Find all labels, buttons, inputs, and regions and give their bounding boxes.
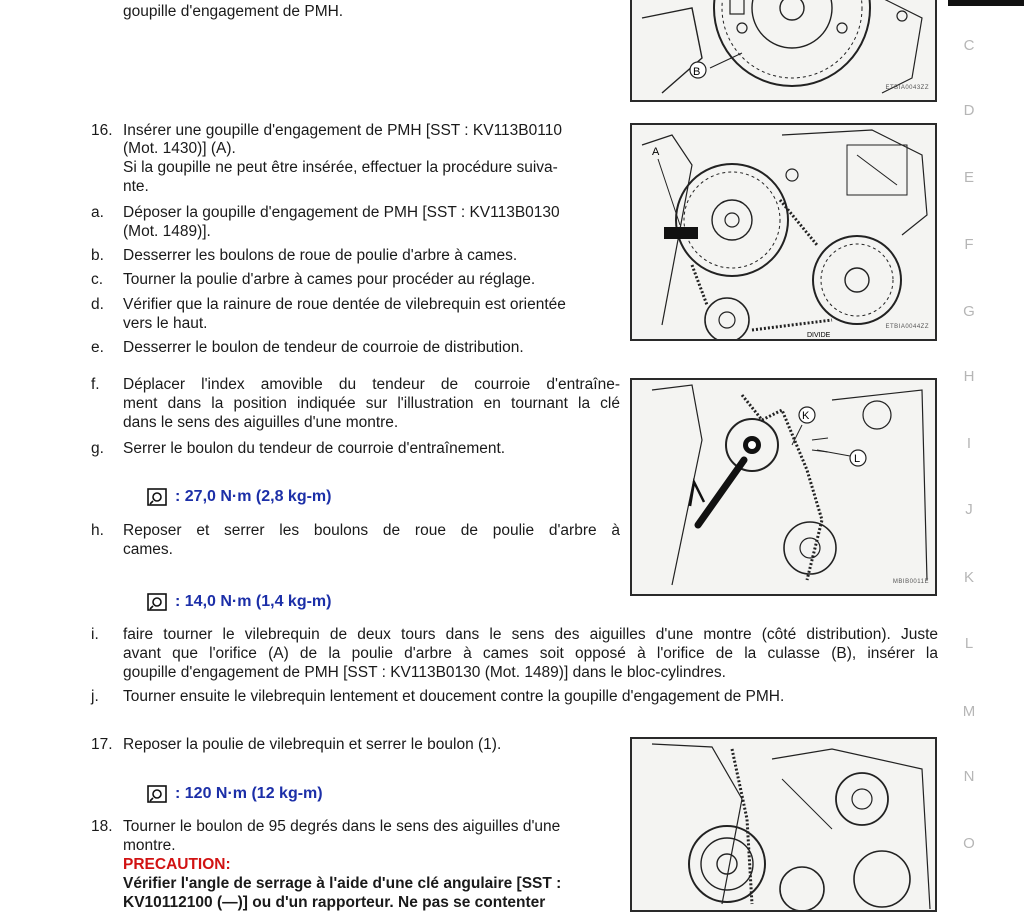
figure-1-camshaft-pulley <box>630 0 937 102</box>
substep-c-line-1: Tourner la poulie d'arbre à cames pour procéder au réglage. <box>123 271 536 288</box>
substep-f-line-3: dans le sens des aiguilles d'une montre. <box>123 414 399 431</box>
substep-d-line-1: Vérifier que la rainure de roue dentée de vilebrequin est orientée <box>123 296 566 313</box>
substep-i-letter: i. <box>91 626 99 643</box>
side-index-j[interactable]: J <box>965 501 973 518</box>
step-16-line-4: nte. <box>123 178 149 195</box>
figure-4-crankshaft-pulley <box>630 737 937 912</box>
step-16-line-1: Insérer une goupille d'engagement de PMH [SST : KV113B0110 <box>123 122 562 139</box>
substep-f-line-2: ment dans la position indiquée sur l'illustration en tournant la clé <box>123 395 620 412</box>
substep-i-line-3: goupille d'engagement de PMH [SST : KV113B0130 (Mot. 1489)] dans le bloc-cylindres. <box>123 664 726 681</box>
figure-2-code: ETBIA0044ZZ <box>885 324 929 330</box>
step-17-number: 17. <box>91 736 113 753</box>
torque-spec-1 <box>147 487 331 506</box>
side-index-d[interactable]: D <box>963 102 975 119</box>
step-17-line-1: Reposer la poulie de vilebrequin et serrer le boulon (1). <box>123 736 502 753</box>
figure-3-label-l: L <box>854 453 861 465</box>
step-18-line-2: montre. <box>123 837 176 854</box>
caution-line-1: Vérifier l'angle de serrage à l'aide d'une clé angulaire [SST : <box>123 875 562 892</box>
substep-j-letter: j. <box>91 688 99 705</box>
figure-3-code: MBIB0011E <box>892 579 929 585</box>
torque-wrench-icon <box>147 488 167 506</box>
torque-wrench-icon <box>147 785 167 803</box>
caution-title: PRECAUTION: <box>123 856 231 873</box>
figure-1-code: ETBIA0043ZZ <box>885 85 929 91</box>
figure-2-timing-belt-pin <box>630 123 937 341</box>
figure-2-label-a: A <box>652 146 660 158</box>
side-index-e[interactable]: E <box>963 169 974 186</box>
substep-d-letter: d. <box>91 296 104 313</box>
figure-2-small-label: DIVIDE <box>807 332 831 339</box>
substep-f-line-1: Déplacer l'index amovible du tendeur de courroie d'entraîne- <box>123 376 620 393</box>
torque-spec-1-value: : 27,0 N·m (2,8 kg-m) <box>175 488 332 505</box>
step-16-number: 16. <box>91 122 113 139</box>
substep-f-letter: f. <box>91 376 100 393</box>
torque-spec-3 <box>147 784 323 803</box>
side-index-o[interactable]: O <box>963 835 975 852</box>
torque-spec-2-value: : 14,0 N·m (1,4 kg-m) <box>175 593 332 610</box>
torque-spec-2 <box>147 592 331 611</box>
substep-h-line-2: cames. <box>123 541 173 558</box>
figure-3-belt-tensioner <box>630 378 937 596</box>
side-index-h[interactable]: H <box>963 368 975 385</box>
side-index-k[interactable]: K <box>963 569 974 586</box>
step-18-number: 18. <box>91 818 113 835</box>
substep-i-line-2: avant que l'orifice (A) de la poulie d'arbre à cames soit opposé à l'orifice de la culasse (B), insérer la <box>123 645 938 662</box>
step-16-line-3: Si la goupille ne peut être insérée, effectuer la procédure suiva- <box>123 159 558 176</box>
substep-c-letter: c. <box>91 271 104 288</box>
side-index-l[interactable]: L <box>964 635 974 652</box>
caution-line-2: KV10112100 (—)] ou d'un rapporteur. Ne pas se contenter <box>123 894 546 911</box>
side-index-c[interactable]: C <box>963 37 975 54</box>
substep-h-line-1: Reposer et serrer les boulons de roue de poulie d'arbre à <box>123 522 620 539</box>
substep-e-line-1: Desserrer le boulon de tendeur de courroie de distribution. <box>123 339 524 356</box>
substep-d-line-2: vers le haut. <box>123 315 208 332</box>
substep-g-line-1: Serrer le boulon du tendeur de courroie d'entraînement. <box>123 440 506 457</box>
torque-spec-3-value: : 120 N·m (12 kg-m) <box>175 785 323 802</box>
side-index-n[interactable]: N <box>963 768 975 785</box>
top-fragment-text: goupille d'engagement de PMH. <box>123 3 344 20</box>
substep-b-letter: b. <box>91 247 104 264</box>
figure-1-label-b: B <box>693 66 701 78</box>
torque-wrench-icon <box>147 593 167 611</box>
step-18-line-1: Tourner le boulon de 95 degrés dans le sens des aiguilles d'une <box>123 818 561 835</box>
substep-a-letter: a. <box>91 204 104 221</box>
substep-e-letter: e. <box>91 339 104 356</box>
side-index-i[interactable]: I <box>966 435 972 452</box>
substep-j-line-1: Tourner ensuite le vilebrequin lentement et doucement contre la goupille d'engagement de PMH. <box>123 688 785 705</box>
substep-g-letter: g. <box>91 440 104 457</box>
substep-h-letter: h. <box>91 522 104 539</box>
step-16-line-2: (Mot. 1430)] (A). <box>123 140 236 157</box>
section-tab-marker <box>948 0 1024 6</box>
substep-i-line-1: faire tourner le vilebrequin de deux tours dans le sens des aiguilles d'une montre (côté distribution). Juste <box>123 626 938 643</box>
substep-a-line-2: (Mot. 1489)]. <box>123 223 211 240</box>
side-index-m[interactable]: M <box>962 703 976 720</box>
figure-3-label-k: K <box>802 410 810 422</box>
side-index-f[interactable]: F <box>964 236 974 253</box>
side-index-g[interactable]: G <box>963 303 975 320</box>
substep-b-line-1: Desserrer les boulons de roue de poulie d'arbre à cames. <box>123 247 518 264</box>
substep-a-line-1: Déposer la goupille d'engagement de PMH [SST : KV113B0130 <box>123 204 560 221</box>
